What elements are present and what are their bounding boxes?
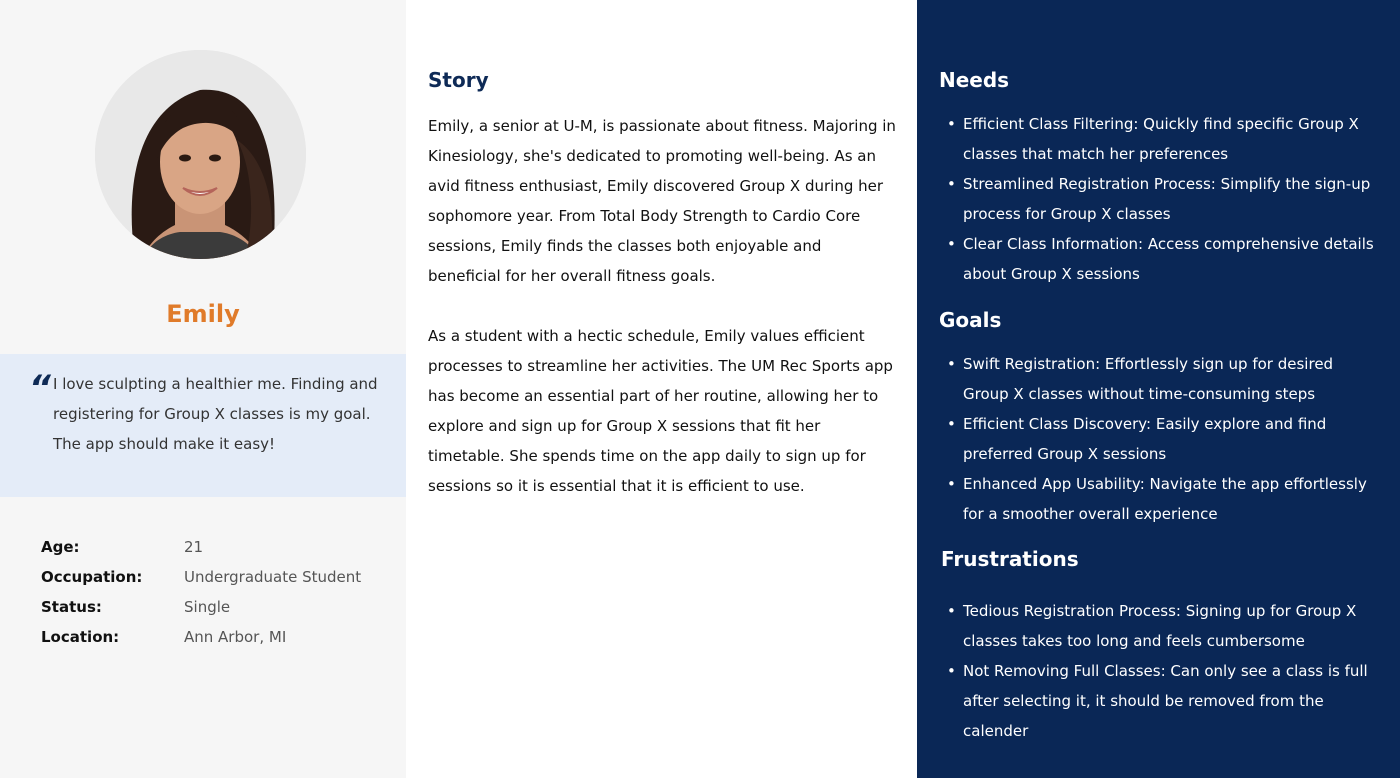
needs-item: Streamlined Registration Process: Simplify the sign-up process for Group X classes — [963, 175, 1371, 223]
story-title: Story — [428, 68, 489, 92]
needs-goals-panel — [917, 0, 1400, 778]
frustrations-item: Not Removing Full Classes: Can only see a class is full after selecting it, it should be removed from the calender — [963, 662, 1368, 740]
needs-list — [947, 109, 1379, 289]
detail-label: Status: — [41, 598, 102, 616]
profile-photo — [95, 50, 306, 259]
persona-name: Emily — [166, 300, 240, 328]
list-item: • Swift Registration: Effortlessly sign up for desired Group X classes without time-consuming steps — [947, 355, 1334, 403]
list-item: • Efficient Class Filtering: Quickly find specific Group X classes that match her preferences — [947, 115, 1359, 163]
story-paragraph: Emily, a senior at U-M, is passionate about fitness. Majoring in Kinesiology, she's dedicated to promoting well-being. As an avid fitness enthusiast, Emily discovered Group X during her sophomore year. From Total Body Strength to Cardio Core sessions, Emily finds the classes both enjoyable and beneficial for her overall fitness goals. — [428, 117, 896, 285]
goals-list — [947, 349, 1379, 529]
needs-item: Clear Class Information: Access comprehensive details about Group X sessions — [963, 235, 1374, 283]
frustrations-title: Frustrations — [941, 547, 1079, 571]
list-item: • Not Removing Full Classes: Can only see a class is full after selecting it, it should be removed from the calender — [947, 662, 1368, 740]
detail-label: Location: — [41, 628, 120, 646]
detail-value: Single — [184, 598, 231, 616]
detail-value: Ann Arbor, MI — [184, 628, 287, 646]
frustrations-item: Tedious Registration Process: Signing up for Group X classes takes too long and feels cumbersome — [963, 602, 1357, 650]
goals-item: Efficient Class Discovery: Easily explore and find preferred Group X sessions — [963, 415, 1327, 463]
goals-item: Enhanced App Usability: Navigate the app effortlessly for a smoother overall experience — [963, 475, 1367, 523]
list-item: • Efficient Class Discovery: Easily explore and find preferred Group X sessions — [947, 415, 1327, 463]
needs-title: Needs — [939, 68, 1010, 92]
detail-value: 21 — [184, 538, 204, 556]
goals-title: Goals — [939, 308, 1002, 332]
list-item: • Clear Class Information: Access comprehensive details about Group X sessions — [947, 235, 1374, 283]
detail-label: Age: — [41, 538, 80, 556]
detail-label: Occupation: — [41, 568, 143, 586]
goals-item: Swift Registration: Effortlessly sign up for desired Group X classes without time-consuming steps — [963, 355, 1334, 403]
list-item: • Enhanced App Usability: Navigate the app effortlessly for a smoother overall experience — [947, 475, 1367, 523]
detail-value: Undergraduate Student — [184, 568, 362, 586]
list-item: • Tedious Registration Process: Signing up for Group X classes takes too long and feels cumbersome — [947, 602, 1357, 650]
needs-item: Efficient Class Filtering: Quickly find specific Group X classes that match her preferences — [963, 115, 1359, 163]
persona-quote: I love sculpting a healthier me. Finding and registering for Group X classes is my goal. The app should make it easy! — [53, 375, 378, 453]
story-paragraph: As a student with a hectic schedule, Emily values efficient processes to streamline her activities. The UM Rec Sports app has become an essential part of her routine, allowing her to explore and sign up for Group X sessions that fit her timetable. She spends time on the app daily to sign up for sessions so it is essential that it is efficient to use. — [428, 327, 893, 495]
list-item: • Streamlined Registration Process: Simplify the sign-up process for Group X classes — [947, 175, 1371, 223]
quote-icon: “ — [29, 368, 51, 408]
frustrations-list — [947, 596, 1379, 746]
